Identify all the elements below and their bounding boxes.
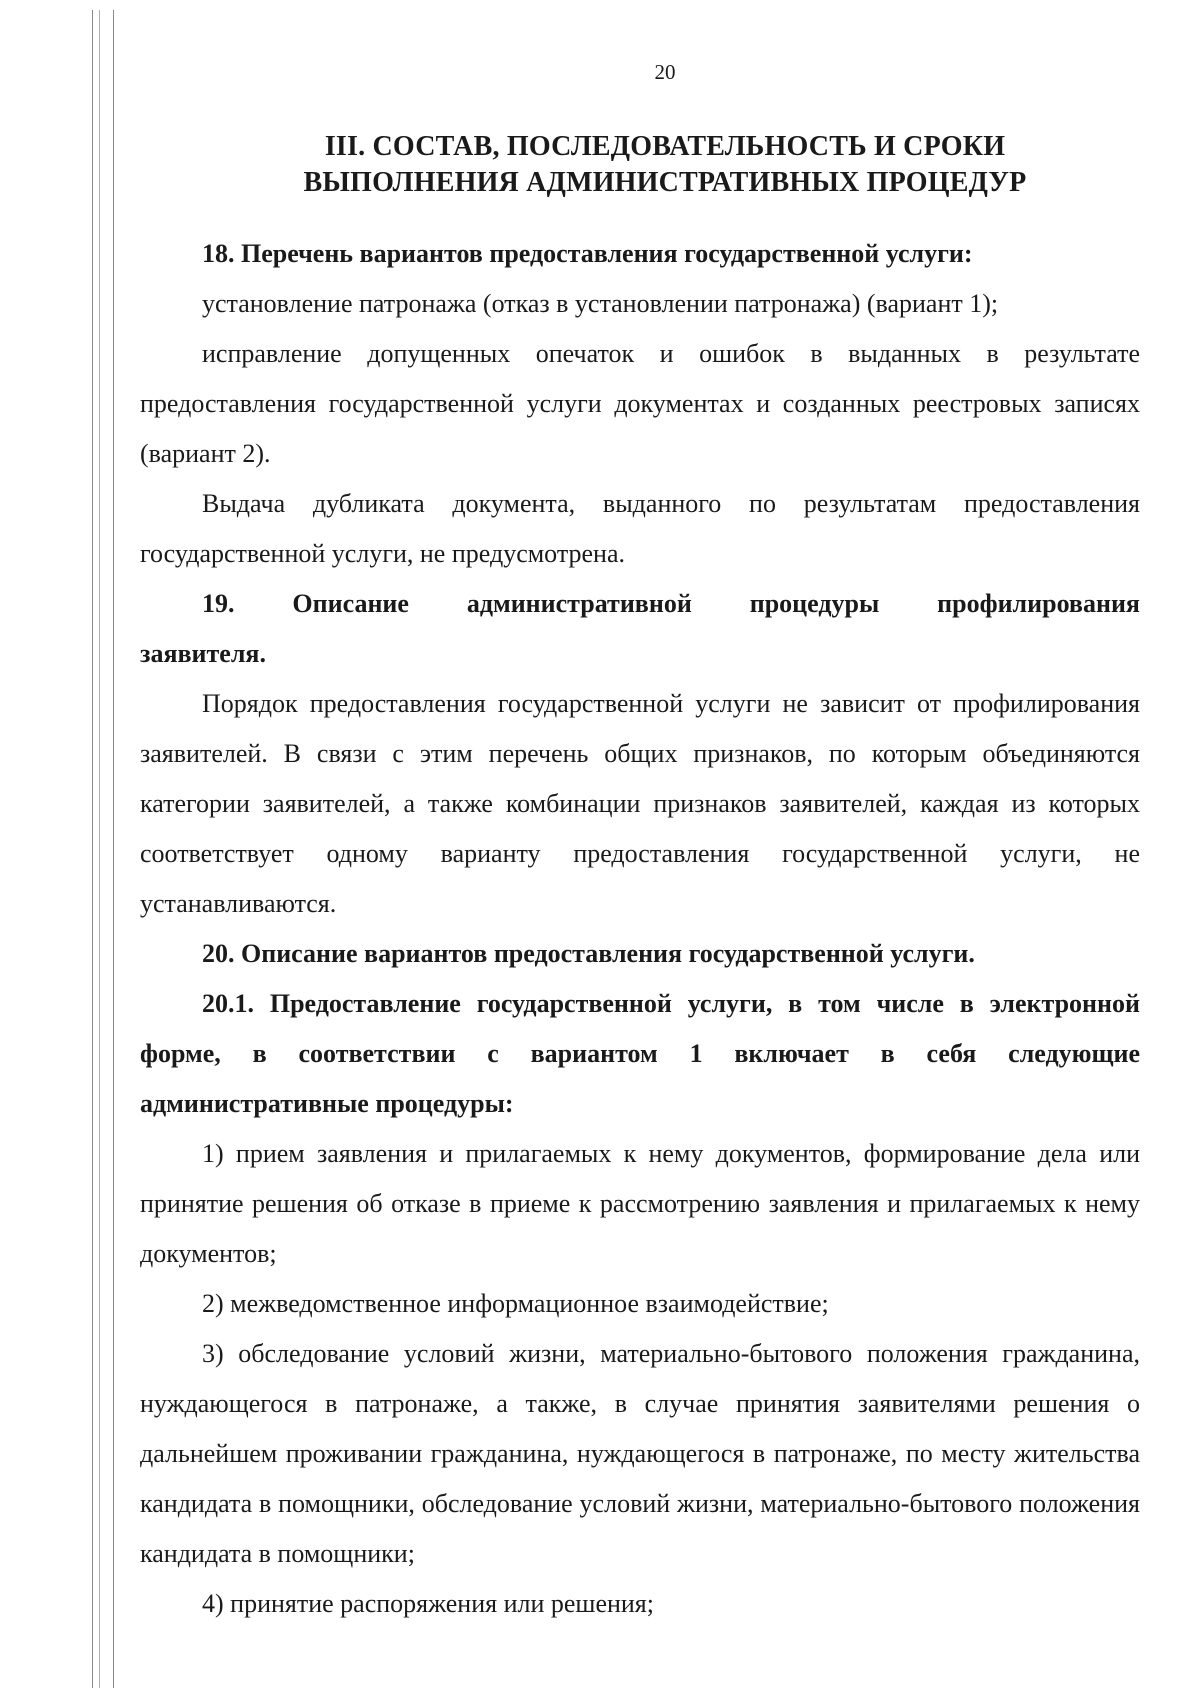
- binding-line: [99, 10, 100, 1688]
- clause-20-1-item: 4) принятие распоряжения или решения;: [202, 1589, 654, 1618]
- clause-20-heading: 20. Описание вариантов предоставления государственной услуги.: [202, 939, 975, 968]
- clause-19-heading-tail: заявителя.: [140, 639, 267, 668]
- section-title: [190, 129, 1140, 201]
- clause-18-heading: 18. Перечень вариантов предоставления государственной услуги:: [202, 239, 973, 268]
- clause-18-item: исправление допущенных опечаток и ошибок в выданных в результате предоставления государственной услуги документах и созданных реестровых записях (вариант 2).: [140, 339, 1140, 468]
- clause-20-1-item: 1) прием заявления и прилагаемых к нему документов, формирование дела или принятие решения об отказе в приеме к рассмотрению заявления и прилагаемых к нему документов;: [140, 1139, 1140, 1268]
- section-title-line: III. СОСТАВ, ПОСЛЕДОВАТЕЛЬНОСТЬ И СРОКИ: [324, 131, 1006, 162]
- clause-19-heading: 19. Описание административной процедуры профилирования: [202, 589, 1140, 618]
- clause-18-item: установление патронажа (отказ в установлении патронажа) (вариант 1);: [202, 289, 999, 318]
- section-title-line: ВЫПОЛНЕНИЯ АДМИНИСТРАТИВНЫХ ПРОЦЕДУР: [303, 167, 1027, 198]
- document-page: [140, 60, 1140, 1629]
- clause-19-text: Порядок предоставления государственной услуги не зависит от профилирования заявителей. В связи с этим перечень общих признаков, по которым объединяются категории заявителей, а также комбинации признаков заявителей, каждая из которых соответствует одному варианту предоставления государственной услуги, не устанавливаются.: [140, 689, 1140, 918]
- clause-18-note: Выдача дубликата документа, выданного по результатам предоставления государственной услуги, не предусмотрена.: [140, 489, 1140, 568]
- page-number: 20: [654, 60, 676, 84]
- clause-20-1-item: 2) межведомственное информационное взаимодействие;: [202, 1289, 829, 1318]
- clause-20-1-heading: 20.1. Предоставление государственной услуги, в том числе в электронной форме, в соответствии с вариантом 1 включает в себя следующие административные процедуры:: [140, 989, 1140, 1118]
- clause-20-1-item: 3) обследование условий жизни, материально-бытового положения гражданина, нуждающегося в патронаже, а также, в случае принятия заявителями решения о дальнейшем проживании гражданина, нуждающегося в патронаже, по месту жительства кандидата в помощники, обследование условий жизни, материально-бытового положения кандидата в помощники;: [140, 1339, 1140, 1568]
- binding-line: [92, 10, 93, 1688]
- binding-line: [113, 10, 114, 1688]
